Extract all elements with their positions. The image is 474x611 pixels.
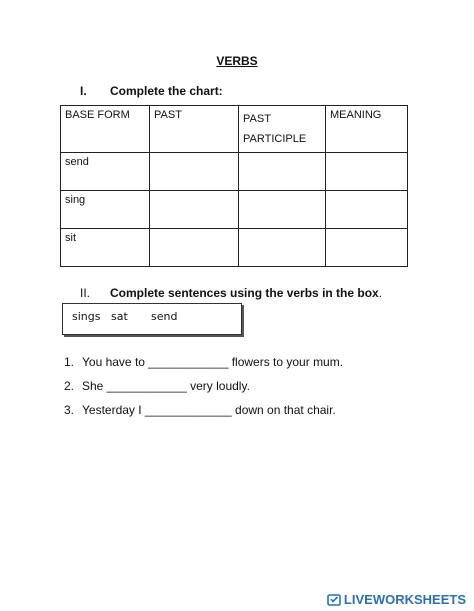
footer-brand[interactable] — [327, 592, 466, 607]
verb-chart — [60, 105, 408, 267]
chart-header-base-form: BASE FORM — [61, 106, 150, 153]
word-box-item: send — [151, 310, 178, 323]
sentence-number: 3. — [64, 403, 75, 417]
footer-brand-text: LIVEWORKSHEETS — [343, 592, 466, 607]
sentence-item — [64, 355, 343, 379]
chart-cell-past[interactable] — [150, 153, 239, 191]
section-1-text: Complete the chart: — [110, 84, 223, 98]
section-2-text: Complete sentences using the verbs in the box — [110, 286, 379, 300]
word-box-item: sat — [111, 310, 128, 323]
chart-cell-past[interactable] — [150, 229, 239, 267]
chart-cell-past-participle[interactable] — [239, 153, 326, 191]
section-2-heading — [80, 286, 382, 300]
chart-row — [61, 229, 408, 267]
chart-cell-meaning[interactable] — [326, 153, 408, 191]
chart-cell-meaning[interactable] — [326, 191, 408, 229]
sentence-number: 1. — [64, 355, 75, 369]
section-2-number: II. — [80, 286, 91, 300]
worksheet-title: VERBS — [216, 54, 258, 68]
word-box-item: sings — [72, 310, 101, 323]
sentence-text[interactable]: Yesterday I _____________ down on that chair. — [82, 403, 336, 417]
chart-header-past-participle: PAST PARTICIPLE — [239, 106, 326, 153]
section-2-period: . — [378, 286, 383, 300]
section-1-heading — [80, 84, 223, 98]
chart-cell-meaning[interactable] — [326, 229, 408, 267]
chart-cell-base-form: sit — [61, 229, 150, 267]
word-box — [62, 303, 242, 335]
chart-header-row — [61, 106, 408, 153]
chart-cell-past[interactable] — [150, 191, 239, 229]
sentence-text[interactable]: You have to ____________ flowers to your mum. — [82, 355, 344, 369]
liveworksheets-logo-icon — [327, 593, 341, 607]
chart-row — [61, 153, 408, 191]
chart-cell-past-participle[interactable] — [239, 229, 326, 267]
sentence-number: 2. — [64, 379, 75, 393]
chart-header-meaning: MEANING — [326, 106, 408, 153]
chart-cell-base-form: send — [61, 153, 150, 191]
section-1-number: I. — [80, 84, 87, 98]
sentence-text[interactable]: She ____________ very loudly. — [82, 379, 250, 393]
sentence-list — [64, 355, 343, 427]
chart-row — [61, 191, 408, 229]
sentence-item — [64, 379, 343, 403]
chart-cell-past-participle[interactable] — [239, 191, 326, 229]
chart-header-past: PAST — [150, 106, 239, 153]
sentence-item — [64, 403, 343, 427]
chart-cell-base-form: sing — [61, 191, 150, 229]
